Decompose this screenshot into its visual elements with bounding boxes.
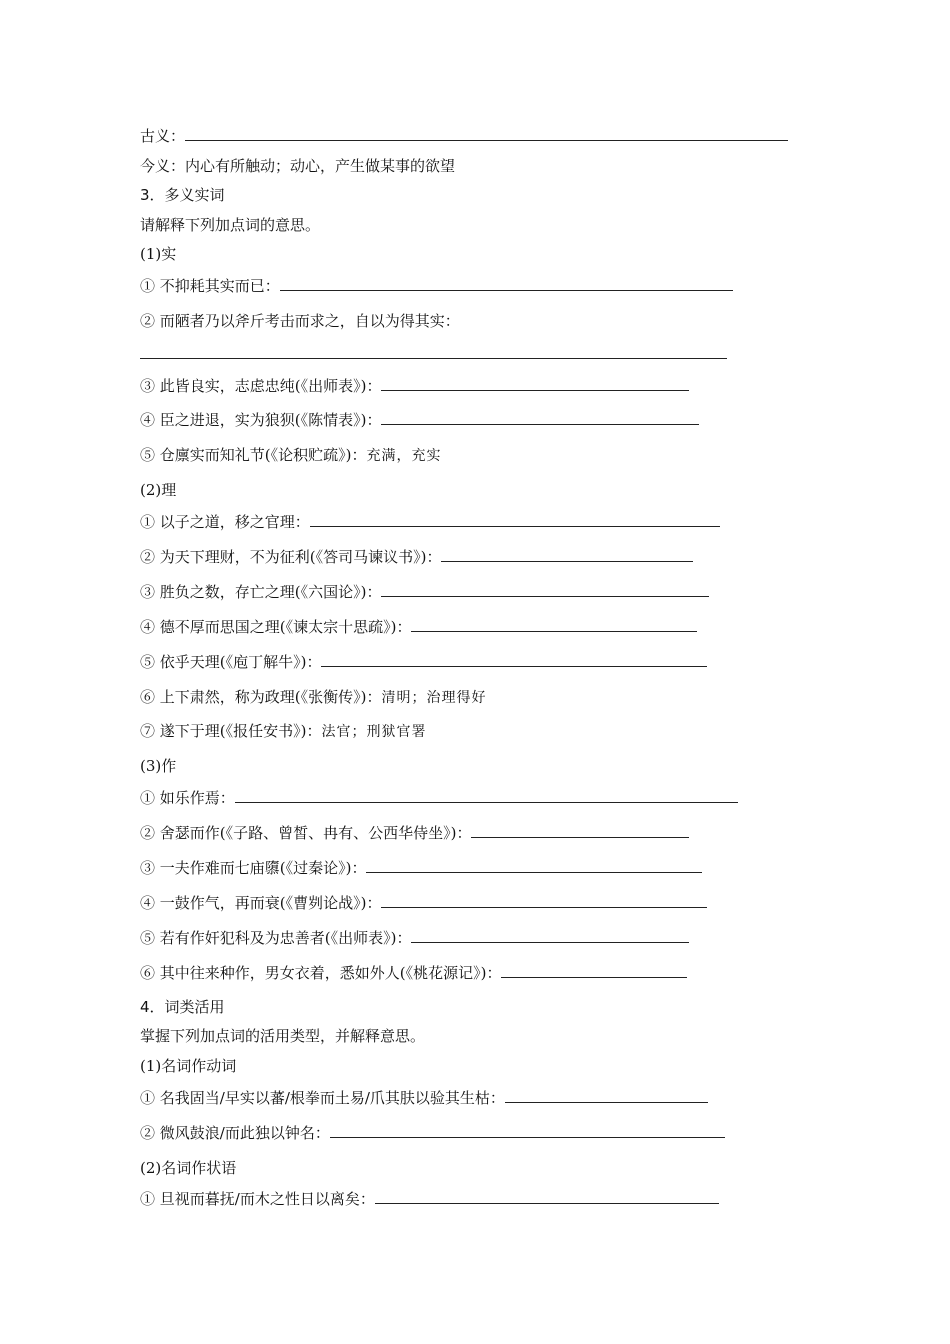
answer-text: 法官；刑狱官署 xyxy=(321,724,427,740)
zuo-item-4: ④ 一鼓作气，再而衰(《曹刿论战》)： xyxy=(140,893,707,913)
answer-blank[interactable] xyxy=(381,376,689,391)
shi-item-2: ② 而陋者乃以斧斤考击而求之，自以为得其实： xyxy=(140,312,460,330)
li-item-3: ③ 胜负之数，存亡之理(《六国论》)： xyxy=(140,582,709,602)
shi-head: (1)实 xyxy=(140,245,177,263)
answer-blank[interactable] xyxy=(185,126,788,141)
answer-blank[interactable] xyxy=(411,928,689,943)
answer-blank[interactable] xyxy=(411,617,697,632)
shi-item-5: ⑤ 仓廪实而知礼节(《论积贮疏》)：充满，充实 xyxy=(140,446,442,464)
answer-blank[interactable] xyxy=(366,858,702,873)
li-item-1: ① 以子之道，移之官理： xyxy=(140,512,720,532)
li-item-4: ④ 德不厚而思国之理(《谏太宗十思疏》)： xyxy=(140,617,697,637)
answer-blank[interactable] xyxy=(235,788,738,803)
zuo-item-5: ⑤ 若有作奸犯科及为忠善者(《出师表》)： xyxy=(140,928,689,948)
section-4-title: 4．词类活用 xyxy=(140,998,225,1016)
mingzhuang-item-1: ① 旦视而暮抚/而木之性日以离矣： xyxy=(140,1189,719,1209)
li-item-2: ② 为天下理财，不为征利(《答司马谏议书》)： xyxy=(140,547,693,567)
answer-blank[interactable] xyxy=(280,276,733,291)
answer-blank[interactable] xyxy=(375,1189,719,1204)
answer-blank[interactable] xyxy=(441,547,693,562)
answer-text: 充满，充实 xyxy=(366,448,442,464)
shi-item-1: ① 不抑耗其实而已： xyxy=(140,276,733,296)
guyi-line xyxy=(140,126,788,146)
answer-blank[interactable] xyxy=(381,893,707,908)
li-head: (2)理 xyxy=(140,481,177,499)
answer-blank[interactable] xyxy=(471,823,689,838)
answer-blank[interactable] xyxy=(505,1088,708,1103)
mingdong-item-2: ② 微风鼓浪/而此独以钟名： xyxy=(140,1123,725,1143)
answer-blank[interactable] xyxy=(321,652,707,667)
zuo-item-3: ③ 一夫作难而七庙隳(《过秦论》)： xyxy=(140,858,702,878)
mingzhuang-head: (2)名词作状语 xyxy=(140,1159,237,1177)
shi-item-3: ③ 此皆良实，志虑忠纯(《出师表》)： xyxy=(140,376,689,396)
zuo-head: (3)作 xyxy=(140,757,177,775)
zuo-item-1: ① 如乐作焉： xyxy=(140,788,738,808)
li-item-5: ⑤ 依乎天理(《庖丁解牛》)： xyxy=(140,652,707,672)
answer-blank[interactable] xyxy=(381,410,699,425)
answer-text: 清明；治理得好 xyxy=(381,690,487,706)
section-3-title: 3．多义实词 xyxy=(140,186,225,204)
mingdong-head: (1)名词作动词 xyxy=(140,1057,237,1075)
jinyi-line xyxy=(140,156,455,176)
section-3-instruction: 请解释下列加点词的意思。 xyxy=(140,216,321,234)
answer-blank[interactable] xyxy=(501,963,687,978)
zuo-item-6: ⑥ 其中往来种作，男女衣着，悉如外人(《桃花源记》)： xyxy=(140,963,687,983)
answer-blank[interactable] xyxy=(330,1123,725,1138)
zuo-item-2: ② 舍瑟而作(《子路、曾皙、冉有、公西华侍坐》)： xyxy=(140,823,689,843)
guyi-label: 古义： xyxy=(140,127,186,145)
answer-blank[interactable] xyxy=(310,512,720,527)
li-item-6: ⑥ 上下肃然，称为政理(《张衡传》)：清明；治理得好 xyxy=(140,688,487,706)
answer-blank[interactable] xyxy=(140,358,727,359)
shi-item-4: ④ 臣之进退，实为狼狈(《陈情表》)： xyxy=(140,410,699,430)
jinyi-text: 今义：内心有所触动；动心，产生做某事的欲望 xyxy=(140,157,456,175)
section-4-instruction: 掌握下列加点词的活用类型，并解释意思。 xyxy=(140,1027,426,1045)
mingdong-item-1: ① 名我固当/早实以蕃/根拳而土易/爪其肤以验其生枯： xyxy=(140,1088,708,1108)
li-item-7: ⑦ 遂下于理(《报任安书》)：法官；刑狱官署 xyxy=(140,722,427,740)
answer-blank[interactable] xyxy=(381,582,709,597)
